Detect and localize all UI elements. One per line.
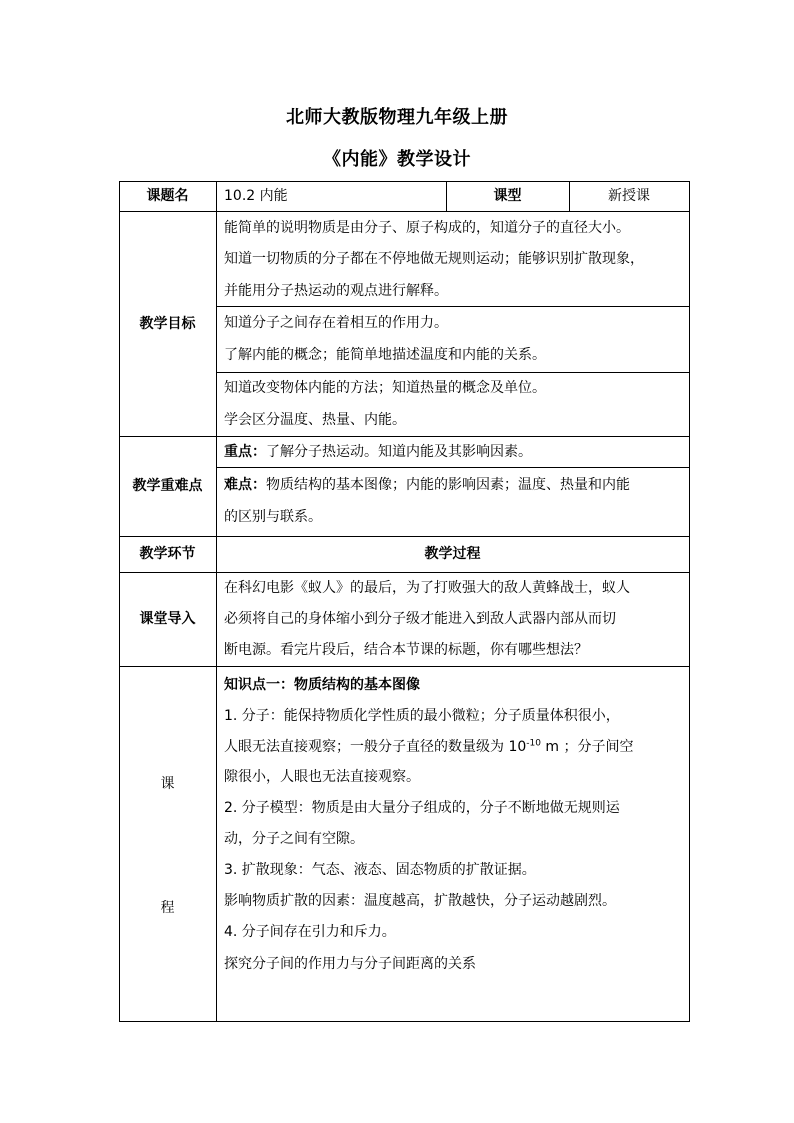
difficulty-text: 物质结构的基本图像；内能的影响因素；温度、热量和内能 xyxy=(266,477,630,493)
course-line: 探究分子间的作用力与分子间距离的关系 xyxy=(224,956,476,972)
key-point-line xyxy=(224,437,532,467)
course-line: 3. 扩散现象：气态、液态、固态物质的扩散证据。 xyxy=(224,862,536,878)
row-divider xyxy=(119,536,690,537)
process-header: 教学过程 xyxy=(424,546,481,562)
intro-line: 断电源。看完片段后，结合本节课的标题，你有哪些想法？ xyxy=(224,642,588,658)
table-border-top xyxy=(119,181,690,182)
topic-label: 课题名 xyxy=(146,188,189,204)
objective-line: 能简单的说明物质是由分子、原子构成的，知道分子的直径大小。 xyxy=(224,220,630,236)
intro-label: 课堂导入 xyxy=(139,611,196,627)
row-divider xyxy=(216,467,690,468)
key-points-label: 教学重难点 xyxy=(132,478,203,494)
topic-value: 10.2 内能 xyxy=(224,188,288,204)
course-label-top: 课 xyxy=(160,776,175,792)
objective-line: 并能用分子热运动的观点进行解释。 xyxy=(224,283,448,299)
objective-line: 知道一切物质的分子都在不停地做无规则运动；能够识别扩散现象， xyxy=(224,251,644,267)
exponent: -10 xyxy=(526,738,541,749)
row-divider xyxy=(216,306,690,307)
table-border-bottom xyxy=(119,1021,690,1022)
lesson-type-value: 新授课 xyxy=(608,188,650,204)
course-heading: 知识点一：物质结构的基本图像 xyxy=(224,677,420,693)
column-divider xyxy=(216,181,217,1022)
course-line: 4. 分子间存在引力和斥力。 xyxy=(224,924,396,940)
table-border-right xyxy=(689,181,690,1022)
key-point-title: 重点： xyxy=(224,444,266,460)
course-line: 1. 分子：能保持物质化学性质的最小微粒；分子质量体积很小， xyxy=(224,708,620,724)
objective-line: 知道分子之间存在着相互的作用力。 xyxy=(224,315,448,331)
process-step-header: 教学环节 xyxy=(139,546,196,562)
course-line: 影响物质扩散的因素：温度越高，扩散越快，分子运动越剧烈。 xyxy=(224,893,616,909)
course-line-text: 人眼无法直接观察；一般分子直径的数量级为 10 xyxy=(224,739,527,755)
row-divider xyxy=(119,211,690,212)
document-title: 北师大教版物理九年级上册 xyxy=(286,107,508,128)
difficulty-line: 的区别与联系。 xyxy=(224,509,322,525)
objective-line: 学会区分温度、热量、内能。 xyxy=(224,412,406,428)
course-line: 隙很小，人眼也无法直接观察。 xyxy=(224,769,420,785)
intro-line: 必须将自己的身体缩小到分子级才能进入到敌人武器内部从而切 xyxy=(224,611,616,627)
intro-line: 在科幻电影《蚁人》的最后，为了打败强大的敌人黄蜂战士，蚁人 xyxy=(224,580,630,596)
course-line: 2. 分子模型：物质是由大量分子组成的，分子不断地做无规则运 xyxy=(224,800,620,816)
row-divider xyxy=(119,666,690,667)
key-point-text: 了解分子热运动。知道内能及其影响因素。 xyxy=(266,444,532,460)
course-label-bottom: 程 xyxy=(160,900,175,916)
document-subtitle: 《内能》教学设计 xyxy=(323,149,471,170)
course-line-text: m ；分子间空 xyxy=(540,739,634,755)
lesson-type-label: 课型 xyxy=(493,188,522,204)
difficulty-title: 难点： xyxy=(224,477,266,493)
table-border-left xyxy=(119,181,120,1022)
course-line xyxy=(224,732,634,762)
course-line: 动，分子之间有空隙。 xyxy=(224,831,364,847)
objectives-label: 教学目标 xyxy=(139,316,196,332)
difficulty-line xyxy=(224,470,630,500)
objective-line: 了解内能的概念；能简单地描述温度和内能的关系。 xyxy=(224,347,546,363)
objective-line: 知道改变物体内能的方法；知道热量的概念及单位。 xyxy=(224,380,546,396)
